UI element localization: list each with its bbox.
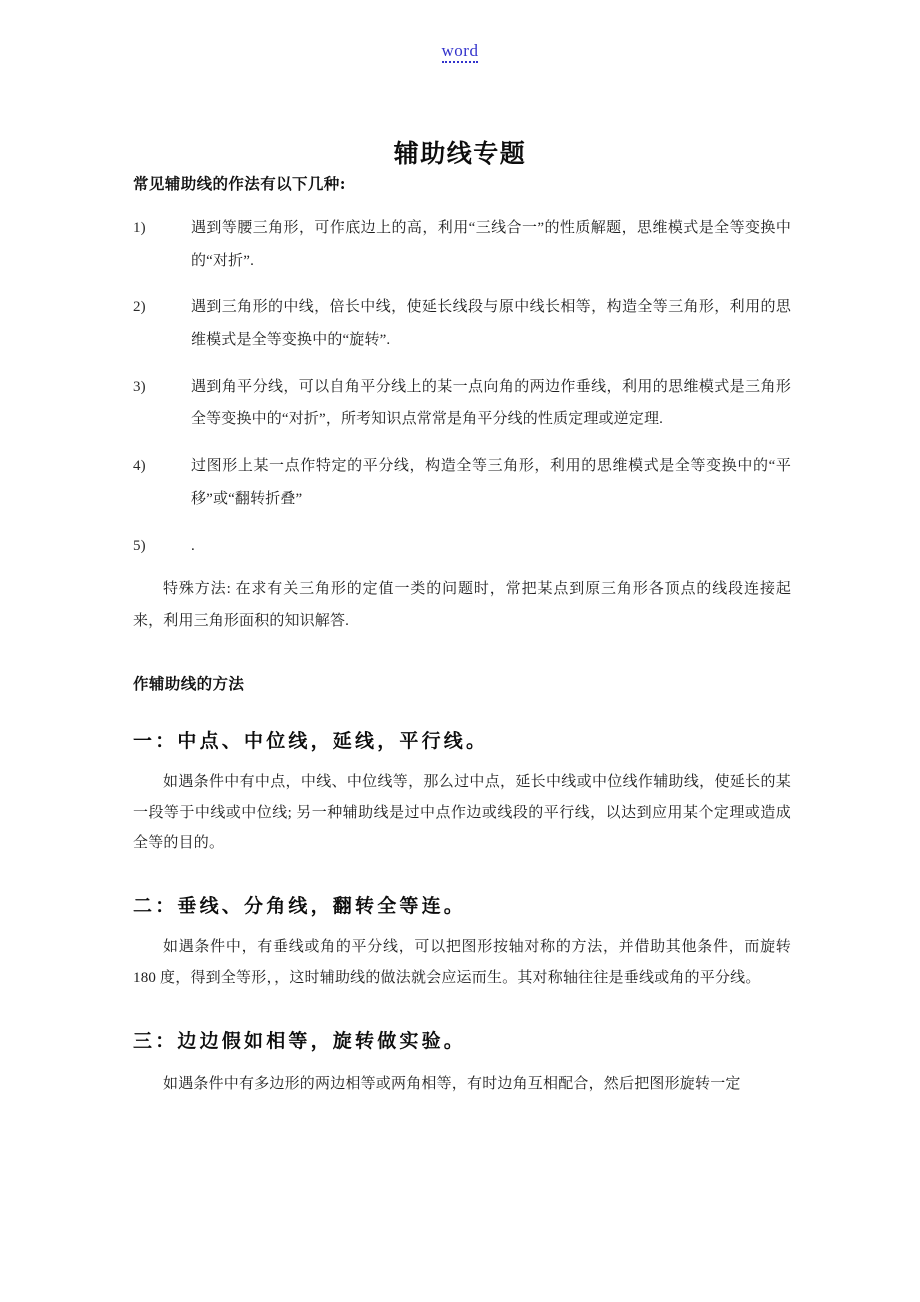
list-item — [133, 291, 791, 356]
special-method-paragraph: 特殊方法: 在求有关三角形的定值一类的问题时，常把某点到原三角形各顶点的线段连接起来，利用三角形面积的知识解答. — [133, 580, 791, 630]
list-item-text: 过图形上某一点作特定的平分线，构造全等三角形，利用的思维模式是全等变换中的“平移”或“翻转折叠” — [191, 458, 791, 507]
lead-paragraph: 常见辅助线的作法有以下几种: — [133, 174, 346, 193]
methods-numbered-list — [133, 212, 791, 563]
section-body-two: 如遇条件中，有垂线或角的平分线，可以把图形按轴对称的方法，并借助其他条件，而旋转 180 度，得到全等形，，这时辅助线的做法就会应运而生。其对称轴往往是垂线或角的平分线。 — [133, 939, 791, 986]
list-item-text: 遇到三角形的中线，倍长中线，使延长线段与原中线长相等，构造全等三角形，利用的思维模式是全等变换中的“旋转”. — [191, 299, 791, 349]
list-item-text: 遇到等腰三角形，可作底边上的高，利用“三线合一”的性质解题，思维模式是全等变换中的“对折”. — [191, 220, 791, 269]
header-watermark-text: word — [442, 41, 479, 63]
list-item-marker: 4) — [133, 458, 146, 475]
section-body-one: 如遇条件中有中点，中线、中位线等，那么过中点，延长中线或中位线作辅助线，使延长的某一段等于中线或中位线; 另一种辅助线是过中点作边或线段的平行线，以达到应用某个定理或造成全等的目的。 — [133, 773, 791, 852]
document-body — [133, 172, 791, 1099]
section-heading-three: 三：边边假如相等，旋转做实验。 — [133, 1029, 467, 1052]
section-heading-two: 二：垂线、分角线，翻转全等连。 — [133, 895, 467, 918]
list-item-text: 遇到角平分线，可以自角平分线上的某一点向角的两边作垂线，利用的思维模式是三角形全等变换中的“对折”，所考知识点常常是角平分线的性质定理或逆定理. — [191, 378, 791, 428]
list-item — [133, 212, 791, 277]
list-item-marker: 5) — [133, 537, 146, 554]
list-item-marker: 2) — [133, 299, 146, 316]
page-header — [0, 38, 920, 64]
list-item — [133, 371, 791, 436]
list-item — [133, 530, 791, 563]
page-title: 辅助线专题 — [393, 138, 527, 168]
list-item-marker: 3) — [133, 378, 146, 395]
methods-heading: 作辅助线的方法 — [133, 673, 245, 693]
list-item — [133, 450, 791, 515]
section-heading-one: 一：中点、中位线，延线，平行线。 — [133, 729, 489, 752]
list-item-text: . — [191, 537, 195, 554]
list-item-marker: 1) — [133, 220, 146, 236]
section-body-three: 如遇条件中有多边形的两边相等或两角相等，有时边角互相配合，然后把图形旋转一定 — [163, 1075, 741, 1092]
